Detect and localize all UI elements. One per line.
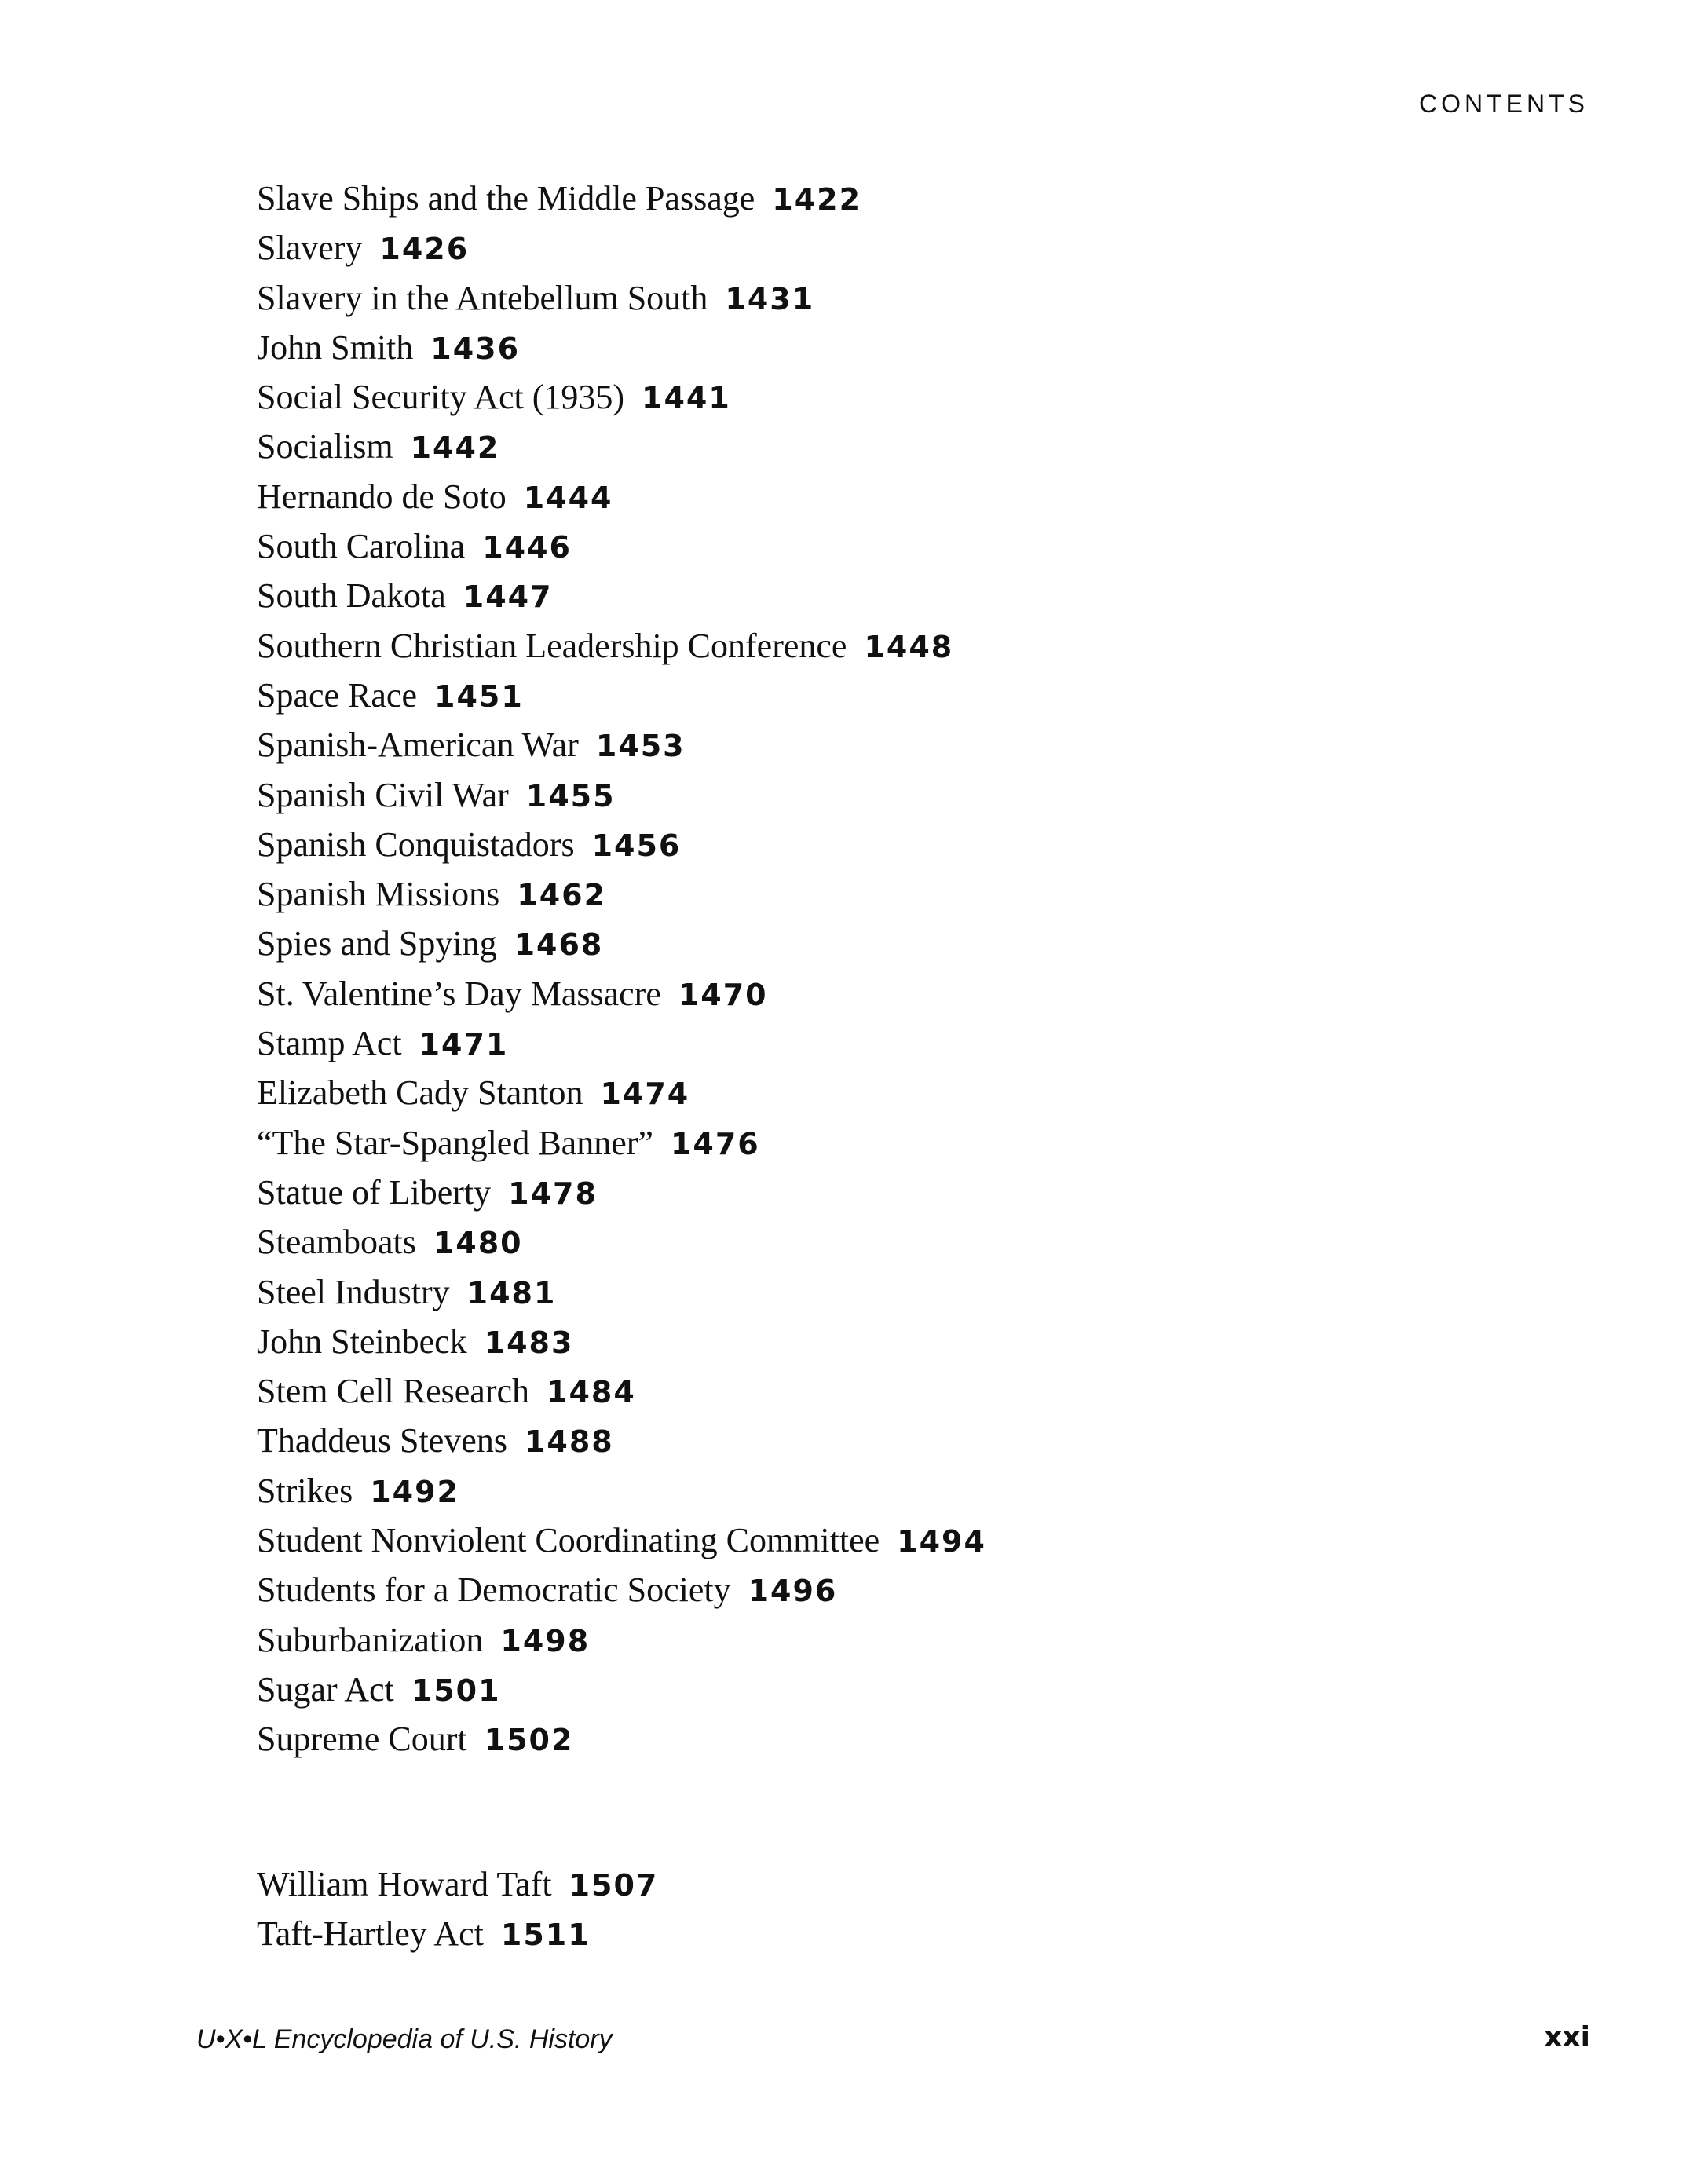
toc-entry-page: 1507 [569, 1868, 659, 1903]
toc-entry-title: John Steinbeck [257, 1322, 467, 1361]
toc-entry-title: Slavery in the Antebellum South [257, 278, 708, 317]
toc-entry[interactable] [257, 273, 986, 323]
toc-entry[interactable] [257, 1018, 986, 1068]
toc-entry-title: Steel Industry [257, 1272, 450, 1311]
toc-entry-title: Stamp Act [257, 1024, 402, 1063]
toc-entry-title: Spanish-American War [257, 726, 579, 765]
toc-entry-title: Strikes [257, 1471, 353, 1510]
toc-entry[interactable] [257, 521, 986, 571]
toc-entry-page: 1494 [897, 1524, 986, 1559]
footer-page-number: xxi [1544, 2021, 1590, 2053]
toc-entry-title: Student Nonviolent Coordinating Committee [257, 1521, 880, 1560]
running-head: CONTENTS [1419, 90, 1589, 118]
toc-entry-title: Stem Cell Research [257, 1372, 530, 1411]
toc-entry-title: Spies and Spying [257, 924, 497, 963]
toc-entry-title: Socialism [257, 427, 393, 466]
toc-entry[interactable] [257, 969, 986, 1018]
toc-entry-page: 1481 [466, 1275, 557, 1311]
toc-entry-page: 1451 [434, 678, 524, 714]
toc-entry[interactable] [257, 1217, 986, 1267]
toc-entry-page: 1483 [484, 1325, 574, 1360]
toc-entry[interactable] [257, 1168, 986, 1217]
toc-entry[interactable] [257, 820, 986, 869]
toc-entry-page: 1470 [678, 977, 768, 1012]
toc-entry[interactable] [257, 422, 986, 471]
toc-entry-title: “The Star-Spangled Banner” [257, 1123, 653, 1162]
toc-entry-title: Thaddeus Stevens [257, 1421, 507, 1461]
toc-entry-title: John Smith [257, 327, 414, 367]
toc-entry-title: Southern Christian Leadership Conference [257, 626, 847, 665]
toc-entry-title: South Dakota [257, 576, 446, 616]
toc-entry-page: 1441 [642, 381, 731, 416]
toc-entry-title: Spanish Missions [257, 875, 500, 914]
toc-entry-title: William Howard Taft [257, 1865, 552, 1903]
toc-entry[interactable] [257, 1466, 986, 1515]
toc-entry-title: Suburbanization [257, 1620, 484, 1659]
toc-entry-title: Space Race [257, 675, 417, 715]
toc-entry-page: 1422 [772, 182, 862, 217]
toc-entry[interactable] [257, 372, 986, 422]
toc-entry-title: Elizabeth Cady Stanton [257, 1073, 583, 1113]
toc-entry[interactable] [257, 223, 986, 272]
toc-entry[interactable] [257, 174, 986, 223]
toc-entry[interactable] [257, 323, 986, 372]
toc-entry[interactable] [257, 1515, 986, 1565]
toc-entry-page: 1447 [463, 579, 553, 615]
toc-entry-page: 1456 [591, 828, 682, 863]
toc-entry-title: Hernando de Soto [257, 477, 507, 516]
toc-entry[interactable] [257, 720, 986, 770]
toc-entry[interactable] [257, 1714, 986, 1764]
toc-entry[interactable] [257, 671, 986, 720]
toc-list-s-entries [257, 174, 986, 1764]
toc-entry[interactable] [257, 869, 986, 919]
footer-book-title: U•X•L Encyclopedia of U.S. History [196, 2024, 613, 2054]
toc-entry-title: Sugar Act [257, 1669, 394, 1709]
toc-entry-page: 1436 [430, 331, 521, 366]
toc-entry-page: 1496 [748, 1574, 838, 1609]
toc-entry-page: 1442 [410, 430, 500, 466]
toc-entry-page: 1498 [500, 1623, 591, 1658]
toc-entry[interactable] [257, 1565, 986, 1614]
toc-entry-page: 1474 [600, 1077, 690, 1112]
toc-entry-title: Steamboats [257, 1223, 416, 1262]
toc-entry-page: 1462 [517, 878, 607, 913]
toc-entry-page: 1501 [411, 1673, 501, 1708]
toc-entry[interactable] [257, 1416, 986, 1465]
toc-entry-page: 1511 [500, 1918, 591, 1953]
toc-entry-page: 1444 [523, 480, 613, 515]
toc-entry[interactable] [257, 770, 986, 820]
toc-entry[interactable] [257, 1859, 658, 1909]
toc-entry-title: St. Valentine’s Day Massacre [257, 974, 661, 1013]
toc-entry-title: Slavery [257, 229, 363, 268]
toc-entry-page: 1492 [370, 1474, 459, 1509]
toc-entry[interactable] [257, 1615, 986, 1665]
toc-entry-title: Taft-Hartley Act [257, 1914, 484, 1954]
toc-entry[interactable] [257, 1366, 986, 1416]
toc-entry[interactable] [257, 1317, 986, 1366]
toc-entry-title: Slave Ships and the Middle Passage [257, 179, 755, 218]
toc-entry-page: 1455 [525, 778, 616, 813]
toc-entry-page: 1478 [508, 1175, 598, 1211]
toc-entry-page: 1488 [524, 1424, 614, 1460]
toc-entry[interactable] [257, 919, 986, 968]
toc-entry-page: 1484 [547, 1375, 636, 1410]
toc-entry-page: 1502 [484, 1723, 574, 1758]
toc-entry[interactable] [257, 472, 986, 521]
toc-entry[interactable] [257, 1118, 986, 1168]
toc-entry-page: 1448 [864, 629, 954, 664]
toc-entry-title: Statue of Liberty [257, 1172, 492, 1212]
toc-list-t-entries [257, 1859, 658, 1959]
toc-entry-title: Supreme Court [257, 1720, 467, 1759]
toc-entry-page: 1471 [419, 1027, 509, 1062]
toc-entry[interactable] [257, 1665, 986, 1714]
toc-entry-title: Students for a Democratic Society [257, 1570, 731, 1610]
toc-entry-page: 1480 [433, 1226, 523, 1261]
toc-entry-title: Spanish Conquistadors [257, 824, 575, 864]
toc-entry-page: 1431 [725, 281, 815, 316]
toc-entry[interactable] [257, 1068, 986, 1117]
toc-entry[interactable] [257, 1267, 986, 1317]
toc-entry[interactable] [257, 571, 986, 620]
toc-entry-title: Spanish Civil War [257, 775, 509, 814]
toc-entry[interactable] [257, 1909, 658, 1958]
toc-entry-title: South Carolina [257, 527, 466, 566]
toc-entry-title: Social Security Act (1935) [257, 378, 625, 417]
toc-entry[interactable] [257, 621, 986, 671]
toc-entry-page: 1426 [379, 232, 470, 267]
toc-entry-page: 1468 [514, 927, 604, 963]
toc-entry-page: 1453 [595, 729, 686, 764]
toc-entry-page: 1446 [482, 530, 572, 565]
toc-entry-page: 1476 [670, 1126, 760, 1161]
